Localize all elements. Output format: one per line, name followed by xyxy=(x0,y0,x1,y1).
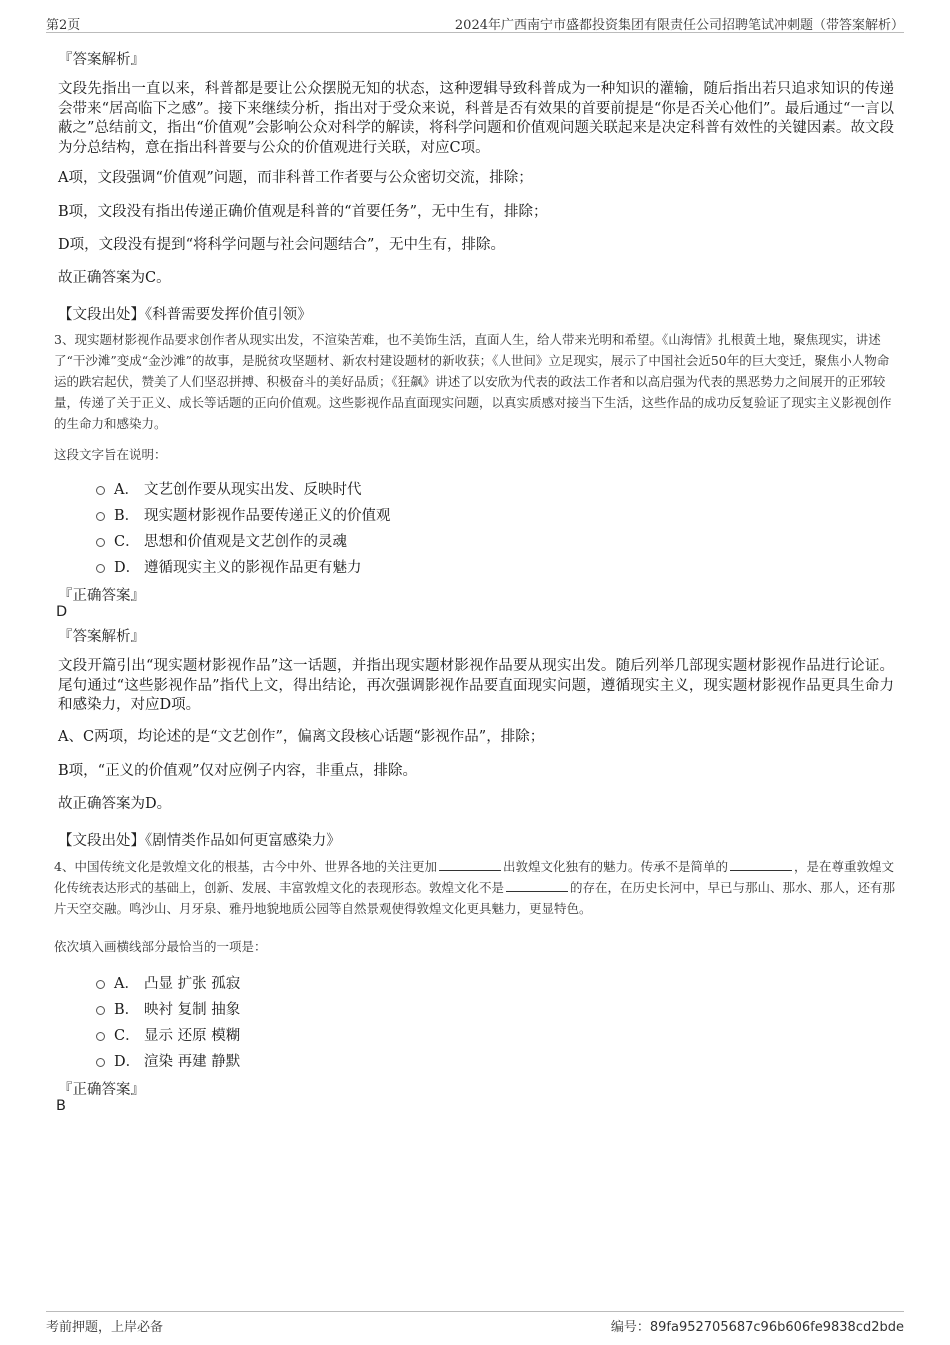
q4-option-b[interactable]: B． 映衬 复制 抽象 xyxy=(96,997,240,1019)
q3-option-c[interactable]: C． 思想和价值观是文艺创作的灵魂 xyxy=(96,529,347,551)
radio-icon[interactable] xyxy=(96,1032,105,1041)
document-serial: 编号：89fa952705687c96b606fe9838cd2bde xyxy=(610,1320,904,1335)
page-number: 第2页 xyxy=(46,18,81,33)
radio-icon[interactable] xyxy=(96,564,105,573)
analysis-option-ac: A、C两项，均论述的是“文艺创作”，偏离文段核心话题“影视作品”，排除； xyxy=(58,729,545,745)
analysis-paragraph: 文段先指出一直以来，科普都是要让公众摆脱无知的状态，这种逻辑导致科普成为一种知识的灌输，随后指出若只追求知识的传递会带来“居高临下之感”。接下来继续分析，指出对于受众来说，科普是否有效果的首要前提是“你是否关心他们”。最后通过“一言以蔽之”总结前文，指出“价值观”会影响公众对科学的解读，将科学问题和价值观问题关联起来是决定科普有效性的关键因素。故文段为分总结构，意在指出科普要与公众的价值观进行关联，对应C项。 xyxy=(58,81,894,156)
q4-option-d[interactable]: D． 渲染 再建 静默 xyxy=(96,1049,240,1071)
analysis-paragraph: 文段开篇引出“现实题材影视作品”这一话题，并指出现实题材影视作品要从现实出发。随后列举几部现实题材影视作品进行论证。尾句通过“这些影视作品”指代上文，得出结论，再次强调影视作品要直面现实问题，遵循现实主义，现实题材影视作品更具生命力和感染力，对应D项。 xyxy=(58,658,894,713)
q4-option-a[interactable]: A． 凸显 扩张 孤寂 xyxy=(96,971,240,993)
q3-option-b[interactable]: B． 现实题材影视作品要传递正义的价值观 xyxy=(96,503,391,525)
analysis-label: 『答案解析』 xyxy=(58,52,145,68)
passage-source: 【文段出处】《科普需要发挥价值引领》 xyxy=(58,307,312,323)
fill-blank-3 xyxy=(506,879,568,892)
correct-answer-value: D xyxy=(56,604,68,620)
passage-source: 【文段出处】《剧情类作品如何更富感染力》 xyxy=(58,833,341,849)
analysis-conclusion: 故正确答案为D。 xyxy=(58,796,172,812)
question-3-text: 3、现实题材影视作品要求创作者从现实出发，不渲染苦难，也不美饰生活，直面人生，给人带来光明和希望。《山海情》扎根黄土地，聚焦现实，讲述了“干沙滩”变成“金沙滩”的故事，是脱贫攻坚题材、新农村建设题材的新收获；《人世间》立足现实，展示了中国社会近50年的巨大变迁，聚焦小人物命运的跌宕起伏，赞美了人们坚忍拼搏、积极奋斗的美好品质；《狂飙》讲述了以安欣为代表的政法工作者和以高启强为代表的黑恶势力之间展开的正邪较量，传递了关于正义、成长等话题的正向价值观。这些影视作品直面现实问题，以真实质感对接当下生活，这些作品的成功反复验证了现实主义影视创作的生命力和感染力。 xyxy=(54,332,892,431)
document-title: 2024年广西南宁市盛都投资集团有限责任公司招聘笔试冲刺题（带答案解析） xyxy=(454,18,904,33)
radio-icon[interactable] xyxy=(96,486,105,495)
radio-icon[interactable] xyxy=(96,1058,105,1067)
correct-answer-value: B xyxy=(56,1098,66,1114)
question-4-text: 4、中国传统文化是敦煌文化的根基，古今中外、世界各地的关注更加 出敦煌文化独有的魅力。传承不是简单的 ，是在尊重敦煌文化传统表达形式的基础上，创新、发展、丰富敦煌文化的表现形态。敦煌文化不是 的存在，在历史长河中，早已与那山、那水、那人，还有那片天空交融。鸣沙山、月牙泉、雅丹地貌地质公园等自然景观使得敦煌文化更具魅力，更显特色。 xyxy=(54,859,896,916)
question-4-prompt: 依次填入画横线部分最恰当的一项是： xyxy=(54,939,267,954)
q4-option-c[interactable]: C． 显示 还原 模糊 xyxy=(96,1023,240,1045)
analysis-option-b: B项，文段没有指出传递正确价值观是科普的“首要任务”，无中生有，排除； xyxy=(58,204,548,220)
fill-blank-2 xyxy=(730,858,792,871)
page-footer xyxy=(46,1311,904,1336)
fill-blank-1 xyxy=(439,858,501,871)
analysis-option-d: D项，文段没有提到“将科学问题与社会问题结合”，无中生有，排除。 xyxy=(58,237,505,253)
radio-icon[interactable] xyxy=(96,1006,105,1015)
q3-option-d[interactable]: D． 遵循现实主义的影视作品更有魅力 xyxy=(96,555,362,577)
analysis-option-b: B项，“正义的价值观”仅对应例子内容，非重点，排除。 xyxy=(58,763,417,779)
correct-answer-label: 『正确答案』 xyxy=(58,588,145,604)
page-header xyxy=(46,14,904,33)
radio-icon[interactable] xyxy=(96,538,105,547)
correct-answer-label: 『正确答案』 xyxy=(58,1082,145,1098)
analysis-label: 『答案解析』 xyxy=(58,629,145,645)
radio-icon[interactable] xyxy=(96,980,105,989)
analysis-conclusion: 故正确答案为C。 xyxy=(58,270,171,286)
q3-option-a[interactable]: A． 文艺创作要从现实出发、反映时代 xyxy=(96,477,362,499)
analysis-option-a: A项，文段强调“价值观”问题，而非科普工作者要与公众密切交流，排除； xyxy=(58,170,533,186)
footer-slogan: 考前押题，上岸必备 xyxy=(46,1320,164,1335)
question-3-prompt: 这段文字旨在说明： xyxy=(54,447,167,462)
radio-icon[interactable] xyxy=(96,512,105,521)
